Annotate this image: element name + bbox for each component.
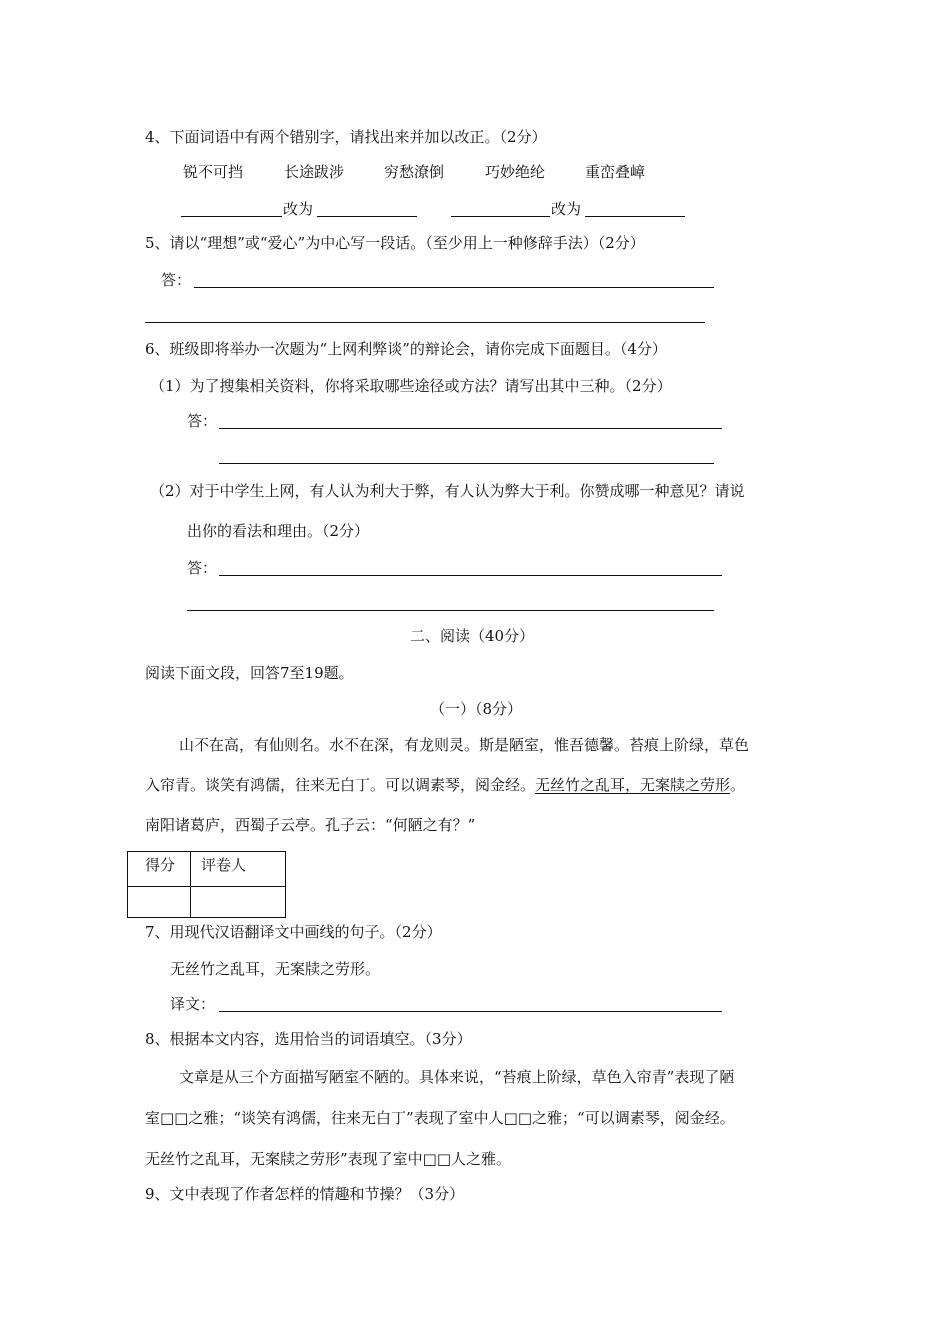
score-input-cell[interactable] [128,887,191,918]
q4-word-5: 重峦叠嶂 [585,163,646,181]
q5-answer-line-2[interactable] [145,322,705,323]
q9-title: 9、文中表现了作者怎样的情趣和节操？（3分） [145,1185,465,1203]
q6-sub2-line1: （2）对于中学生上网，有人认为利大于弊，有人认为弊大于利。你赞成哪一种意见？请说 [150,482,745,500]
q4-word-1: 锐不可挡 [183,163,244,181]
q6-sub1: （1）为了搜集相关资料，你将采取哪些途径或方法？请写出其中三种。（2分） [150,377,672,395]
passage-underlined-sentence: 无丝竹之乱耳，无案牍之劳形 [535,776,731,794]
q8-line-1: 文章是从三个方面描写陋室不陋的。具体来说，“苔痕上阶绿，草色入帘青”表现了陋 [179,1068,735,1086]
passage-line-2-post: 。 [730,776,746,794]
q4-title: 4、下面词语中有两个错别字，请找出来并加以改正。（2分） [145,128,547,146]
q7-sentence: 无丝竹之乱耳，无案牍之劳形。 [170,960,381,978]
q6-sub2-answer-line-1[interactable] [219,575,722,576]
passage-line-2 [145,778,745,793]
q4-correction-label-1: 改为 [283,200,314,218]
q8-title: 8、根据本文内容，选用恰当的词语填空。（3分） [145,1030,472,1048]
q6-sub1-answer-label: 答： [187,412,218,430]
q6-sub1-answer-line-1[interactable] [219,428,722,429]
q6-title: 6、班级即将举办一次题为“上网利弊谈”的辩论会，请你完成下面题目。（4分） [145,340,667,358]
q5-answer-label: 答： [161,271,192,289]
q4-blank-right-1[interactable] [317,216,417,217]
passage-line-1: 山不在高，有仙则名。水不在深，有龙则灵。斯是陋室，惟吾德馨。苔痕上阶绿，草色 [179,736,750,754]
grader-input-cell[interactable] [191,887,286,918]
grader-label-cell [191,852,286,887]
q5-title: 5、请以“理想”或“爱心”为中心写一段话。（至少用上一种修辞手法）（2分） [145,234,645,252]
q7-translation-label: 译文： [170,995,216,1013]
q7-title: 7、用现代汉语翻译文中画线的句子。（2分） [145,923,442,941]
section2-heading: 二、阅读（40分） [410,627,535,645]
q5-answer-line-1[interactable] [194,287,714,288]
score-label-cell [128,852,191,887]
q4-blank-wrong-2[interactable] [451,216,550,217]
q7-translation-line[interactable] [219,1011,722,1012]
q6-sub2-line2: 出你的看法和理由。（2分） [187,522,370,540]
score-label: 得分 [145,856,176,874]
passage-line-3: 南阳诸葛庐，西蜀子云亭。孔子云：“何陋之有？” [145,816,476,834]
q4-blank-wrong-1[interactable] [181,216,282,217]
q4-correction-label-2: 改为 [551,200,582,218]
score-box [127,851,286,918]
q4-word-4: 巧妙绝纶 [485,163,546,181]
q8-line-3: 无丝竹之乱耳，无案牍之劳形”表现了室中□□人之雅。 [145,1150,512,1168]
passage-line-2-pre: 入帘青。谈笑有鸿儒，往来无白丁。可以调素琴，阅金经。 [145,776,536,794]
q4-word-2: 长途跋涉 [284,163,345,181]
q6-sub2-answer-line-2[interactable] [187,610,714,611]
part1-heading: （一）（8分） [430,700,523,718]
q4-blank-right-2[interactable] [585,216,685,217]
q8-line-2: 室□□之雅；“谈笑有鸿儒，往来无白丁”表现了室中人□□之雅；“可以调素琴，阅金经。 [145,1109,735,1127]
q6-sub1-answer-line-2[interactable] [219,463,714,464]
grader-label: 评卷人 [201,856,247,874]
q4-word-3: 穷愁潦倒 [384,163,445,181]
section2-intro: 阅读下面文段，回答7至19题。 [145,664,354,682]
q6-sub2-answer-label: 答： [187,559,218,577]
